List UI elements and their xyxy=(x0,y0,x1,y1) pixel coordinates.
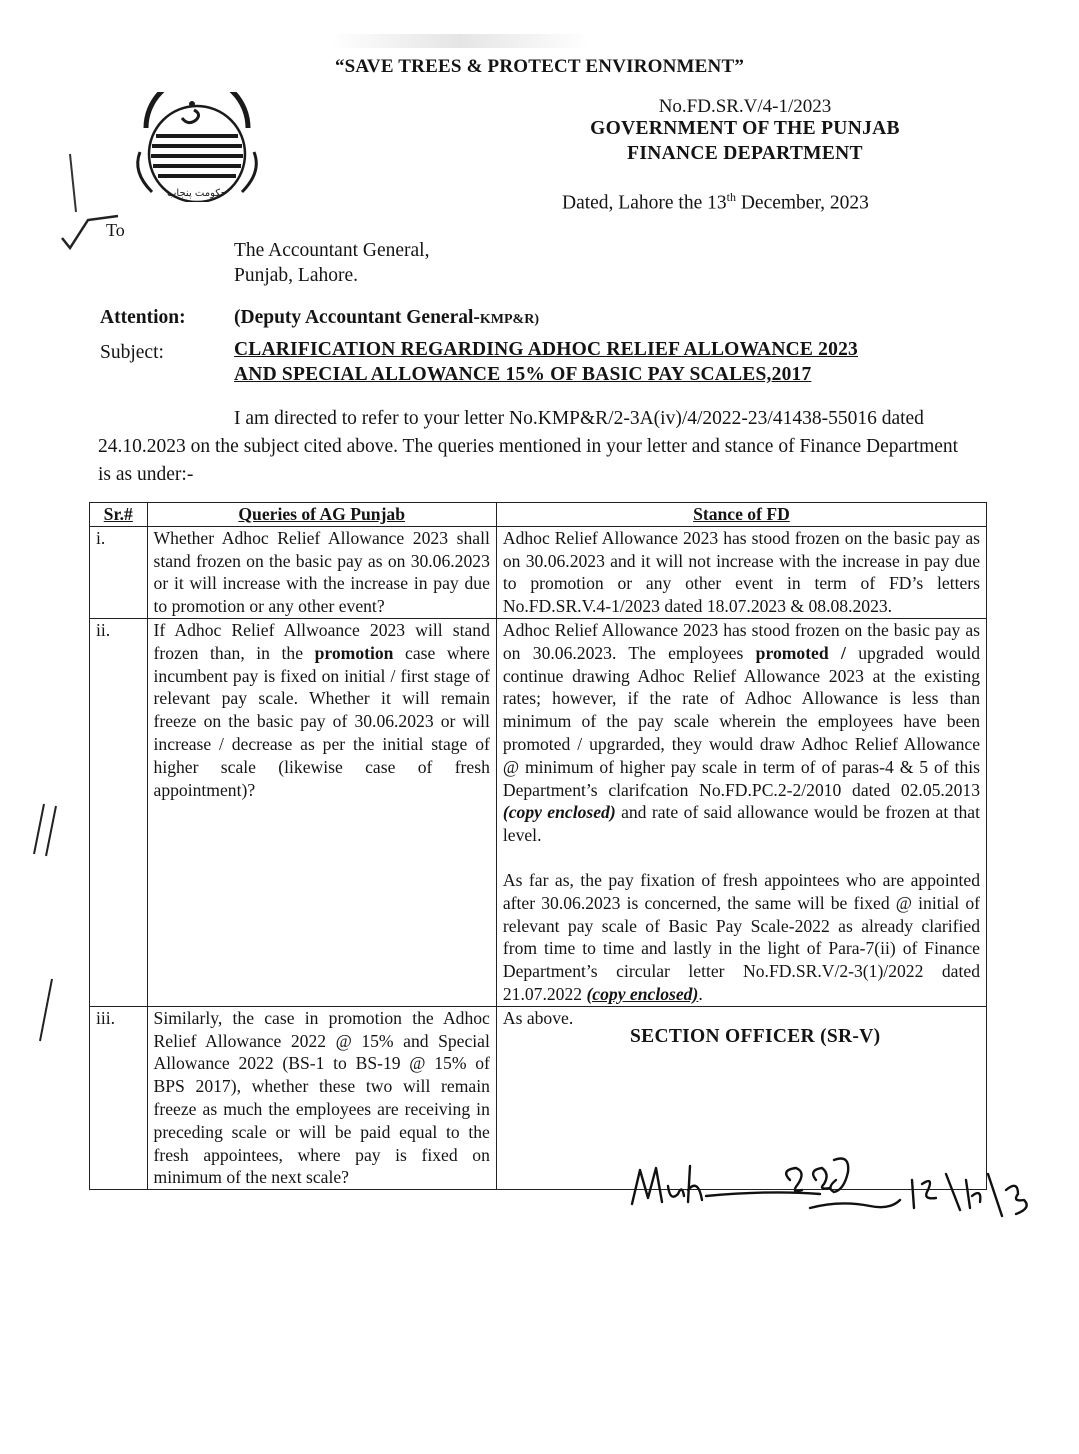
row-query: Whether Adhoc Relief Allowance 2023 shall stand frozen on the basic pay as on 30.06.2023 or it will increase with the increase in pay due to promotion or any other event? xyxy=(147,526,496,618)
row-stance: As above. xyxy=(496,1006,986,1189)
government-name: GOVERNMENT OF THE PUNJAB xyxy=(590,118,900,139)
subject-line-2: AND SPECIAL ALLOWANCE 15% OF BASIC PAY SCALES,2017 xyxy=(234,364,812,385)
motto: “SAVE TREES & PROTECT ENVIRONMENT” xyxy=(334,56,745,77)
intro-paragraph: I am directed to refer to your letter No.KMP&R/2-3A(iv)/4/2022-23/41438-55016 dated 24.10.2023 on the subject cited above. The queries mentioned in your letter and stance of Finance Department is as under:- xyxy=(98,408,959,485)
table-row xyxy=(90,618,987,1006)
attention-label: Attention: xyxy=(100,307,186,328)
signatory-title: SECTION OFFICER (SR-V) xyxy=(630,1026,881,1047)
recipient-line-1: The Accountant General, xyxy=(234,240,430,261)
row-sr: i. xyxy=(90,526,148,618)
attention-value: (Deputy Accountant General-KMP&R) xyxy=(234,307,539,328)
row-sr: iii. xyxy=(90,1006,148,1189)
row-stance: Adhoc Relief Allowance 2023 has stood frozen on the basic pay as on 30.06.2023 and it will not increase with the increase in pay due to promotion or any other event in term of FD’s letters No.FD.SR.V.4-1/2023 dated 18.07.2023 & 08.08.2023. xyxy=(496,526,986,618)
subject-label: Subject: xyxy=(100,342,164,363)
row-query: Similarly, the case in promotion the Adhoc Relief Allowance 2022 @ 15% and Special Allowance 2022 (BS-1 to BS-19 @ 15% of BPS 2017), whether these two will remain freeze as much the employees are receiving in preceding scale or will be paid equal to the fresh appointees, where pay is fixed on minimum of the next scale? xyxy=(147,1006,496,1189)
to-label: To xyxy=(106,220,125,240)
stance-paragraph-2: As far as, the pay fixation of fresh appointees who are appointed after 30.06.2023 is concerned, the same will be fixed @ initial of relevant pay scale of Basic Pay Scale-2022 as already clarified from time to time and lastly in the light of Para-7(ii) of Finance Department’s circular letter No.FD.SR.V/2-3(1)/2022 dated 21.07.2022 (copy enclosed). xyxy=(502,869,980,1004)
punjab-government-logo xyxy=(122,92,272,202)
handwritten-signature xyxy=(620,1150,1040,1230)
subject-line-1: CLARIFICATION REGARDING ADHOC RELIEF ALLOWANCE 2023 xyxy=(234,339,858,360)
header-queries: Queries of AG Punjab xyxy=(147,503,496,527)
recipient-line-2: Punjab, Lahore. xyxy=(234,265,359,286)
row-query: If Adhoc Relief Allwoance 2023 will stand frozen than, in the promotion case where incumbent pay is fixed on initial / first stage of relevant pay scale. Whether it will remain freeze on the basic pay of 30.06.2023 or will increase / decrease as per the initial stage of higher scale (likewise case of fresh appointment)? xyxy=(147,618,496,1006)
table-header-row xyxy=(90,503,987,527)
table-row xyxy=(90,526,987,618)
header-sr: Sr.# xyxy=(90,503,148,527)
row-sr: ii. xyxy=(90,618,148,1006)
pen-mark-slash xyxy=(32,975,62,1045)
department-name: FINANCE DEPARTMENT xyxy=(627,143,863,164)
reference-number: No.FD.SR.V/4-1/2023 xyxy=(658,96,832,117)
date-line: Dated, Lahore the 13th December, 2023 xyxy=(562,190,869,214)
logo-text: حکومت پنجاب xyxy=(167,188,227,199)
pen-mark-tick xyxy=(58,150,128,260)
stance-paragraph-1: Adhoc Relief Allowance 2023 has stood frozen on the basic pay as on 30.06.2023. The employees promoted / upgraded would continue drawing Adhoc Relief Allowance 2023 at the existing rates; however, if the rate of Adhoc Allowance is less than minimum of the pay scale wherein the employees have been promoted / upgrarded, they would draw Adhoc Relief Allowance @ minimum of higher pay scale in term of of paras-4 & 5 of this Department’s clarifcation No.FD.PC.2-2/2010 dated 02.05.2013 (copy enclosed) and rate of said allowance would be frozen at that level. xyxy=(502,619,981,846)
scan-artifact xyxy=(330,34,590,48)
pen-mark-slashes xyxy=(28,800,68,860)
row-stance xyxy=(496,618,986,1006)
queries-table xyxy=(89,502,987,1190)
header-stance: Stance of FD xyxy=(496,503,986,527)
